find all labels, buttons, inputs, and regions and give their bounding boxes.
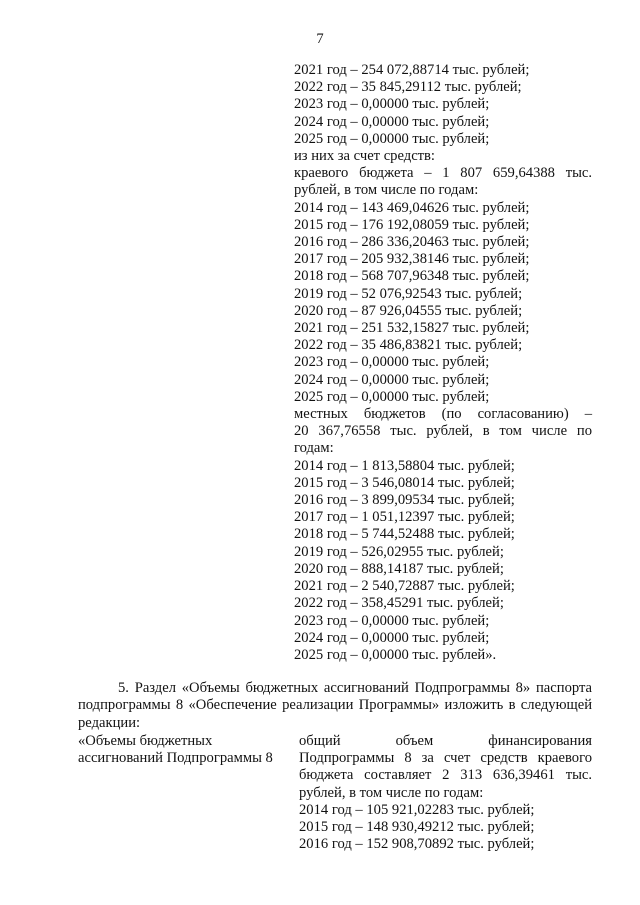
table-year-line: 2016 год – 152 908,70892 тыс. рублей; <box>299 836 535 853</box>
local-budget-total-end: годам: <box>294 440 334 457</box>
local-year-line: 2023 год – 0,00000 тыс. рублей; <box>294 612 490 629</box>
regional-budget-total: краевого бюджета – 1 807 659,64388 тыс. <box>294 165 592 182</box>
regional-year-line: 2021 год – 251 532,15827 тыс. рублей; <box>294 320 530 337</box>
year-line: 2022 год – 35 845,29112 тыс. рублей; <box>294 79 522 96</box>
paragraph-5-line: подпрограммы 8 «Обеспечение реализации Программы» изложить в следующей <box>78 697 592 714</box>
local-year-line: 2017 год – 1 051,12397 тыс. рублей; <box>294 509 515 526</box>
regional-year-line: 2016 год – 286 336,20463 тыс. рублей; <box>294 234 530 251</box>
local-year-line: 2014 год – 1 813,58804 тыс. рублей; <box>294 457 515 474</box>
funding-details-block <box>294 62 592 664</box>
local-budget-total: местных бюджетов (по согласованию) – <box>294 406 592 423</box>
table-year-line: 2015 год – 148 930,49212 тыс. рублей; <box>299 819 535 836</box>
page-number: 7 <box>316 31 324 47</box>
regional-year-line: 2019 год – 52 076,92543 тыс. рублей; <box>294 285 523 302</box>
local-year-line: 2022 год – 358,45291 тыс. рублей; <box>294 595 504 612</box>
regional-year-line: 2014 год – 143 469,04626 тыс. рублей; <box>294 199 530 216</box>
regional-year-line: 2015 год – 176 192,08059 тыс. рублей; <box>294 216 530 233</box>
regional-year-line: 2018 год – 568 707,96348 тыс. рублей; <box>294 268 530 285</box>
table-value-line: общий объем финансирования <box>299 733 592 749</box>
paragraph-5-line: редакции: <box>78 714 141 731</box>
year-line: 2025 год – 0,00000 тыс. рублей; <box>294 130 490 147</box>
regional-budget-total-cont: рублей, в том числе по годам: <box>294 182 479 199</box>
local-budget-total-cont: 20 367,76558 тыс. рублей, в том числе по <box>294 423 592 440</box>
regional-year-line: 2024 год – 0,00000 тыс. рублей; <box>294 371 490 388</box>
local-year-line: 2024 год – 0,00000 тыс. рублей; <box>294 629 490 646</box>
regional-year-line: 2017 год – 205 932,38146 тыс. рублей; <box>294 251 530 268</box>
paragraph-5-line: 5. Раздел «Объемы бюджетных ассигнований Подпрограммы 8» паспорта <box>118 680 592 696</box>
sources-intro: из них за счет средств: <box>294 148 435 165</box>
paragraph-5 <box>78 680 592 732</box>
local-year-line: 2018 год – 5 744,52488 тыс. рублей; <box>294 526 515 543</box>
regional-year-line: 2023 год – 0,00000 тыс. рублей; <box>294 354 490 371</box>
passport-table-label-cell <box>78 733 288 767</box>
year-line: 2024 год – 0,00000 тыс. рублей; <box>294 113 490 130</box>
local-year-line: 2025 год – 0,00000 тыс. рублей». <box>294 646 497 663</box>
local-year-line: 2016 год – 3 899,09534 тыс. рублей; <box>294 492 515 509</box>
regional-year-line: 2022 год – 35 486,83821 тыс. рублей; <box>294 337 523 354</box>
table-value-line: рублей, в том числе по годам: <box>299 784 484 801</box>
year-line: 2021 год – 254 072,88714 тыс. рублей; <box>294 62 530 78</box>
regional-year-line: 2025 год – 0,00000 тыс. рублей; <box>294 388 490 405</box>
table-label-line: ассигнований Подпрограммы 8 <box>78 750 273 767</box>
local-year-line: 2019 год – 526,02955 тыс. рублей; <box>294 543 504 560</box>
table-value-line: Подпрограммы 8 за счет средств краевого <box>299 750 592 767</box>
table-value-line: бюджета составляет 2 313 636,39461 тыс. <box>299 767 592 784</box>
year-line: 2023 год – 0,00000 тыс. рублей; <box>294 96 490 113</box>
table-year-line: 2014 год – 105 921,02283 тыс. рублей; <box>299 801 535 818</box>
local-year-line: 2020 год – 888,14187 тыс. рублей; <box>294 560 504 577</box>
table-label-line: «Объемы бюджетных <box>78 733 213 749</box>
regional-year-line: 2020 год – 87 926,04555 тыс. рублей; <box>294 302 523 319</box>
local-year-line: 2015 год – 3 546,08014 тыс. рублей; <box>294 474 515 491</box>
local-year-line: 2021 год – 2 540,72887 тыс. рублей; <box>294 578 515 595</box>
passport-table-value-cell <box>299 733 592 853</box>
